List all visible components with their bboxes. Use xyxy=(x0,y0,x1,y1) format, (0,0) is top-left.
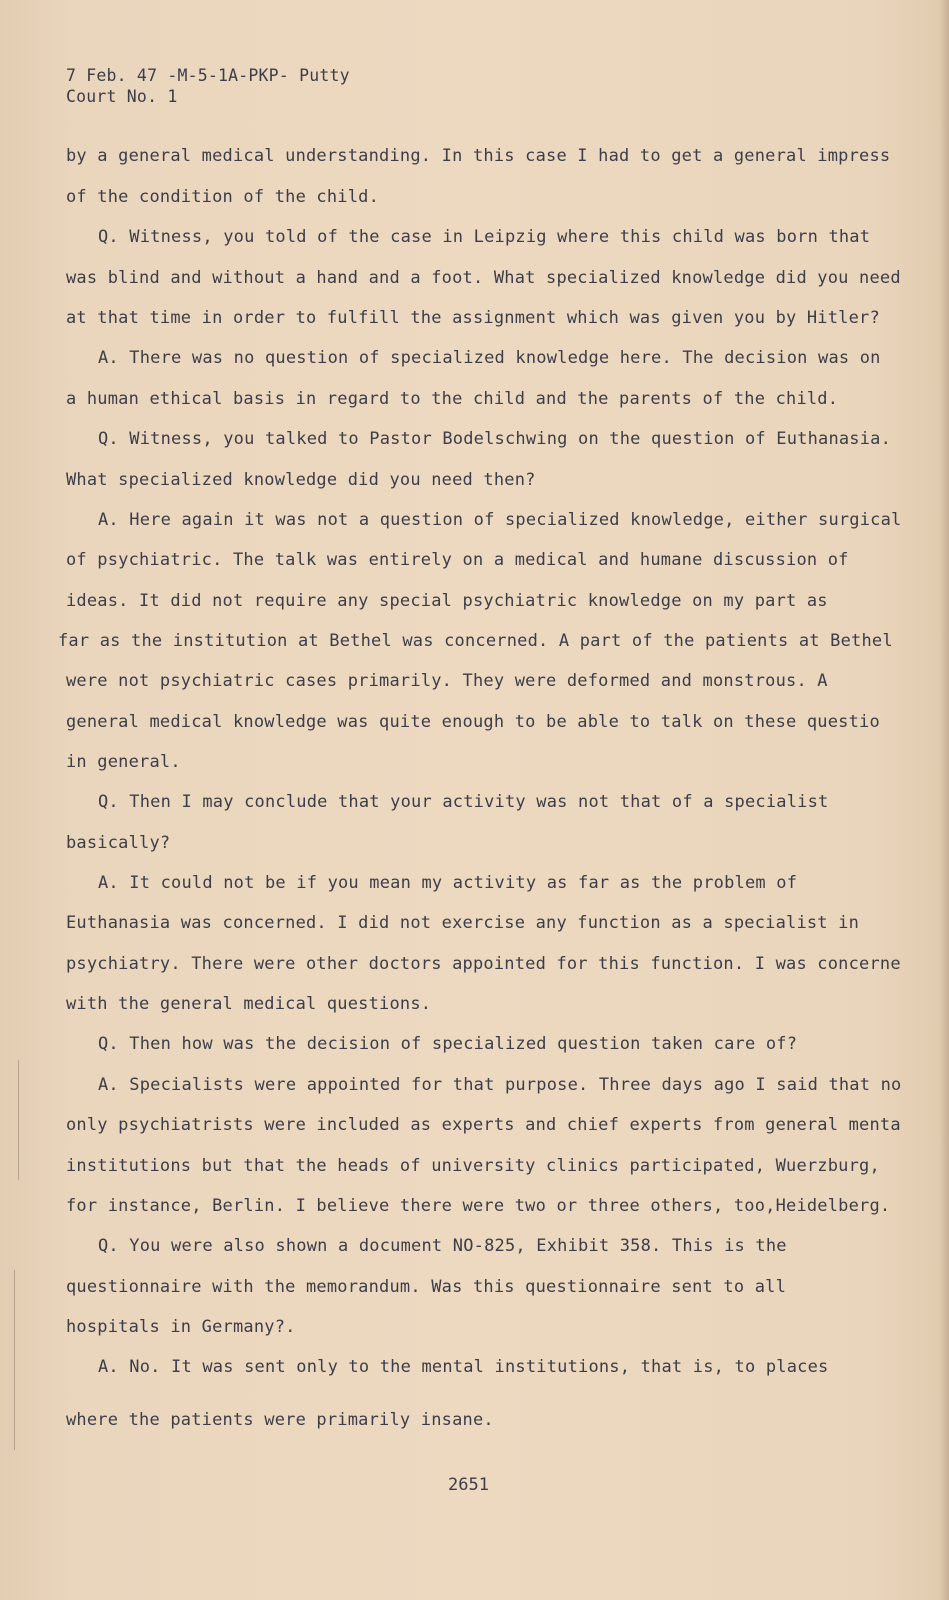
body-line: in general. xyxy=(66,752,181,772)
body-line: hospitals in Germany?. xyxy=(66,1317,296,1337)
body-line: general medical knowledge was quite enough to be able to talk on these questio xyxy=(66,712,880,732)
body-line: psychiatry. There were other doctors appointed for this function. I was concerne xyxy=(66,954,901,974)
body-line: A. It could not be if you mean my activity as far as the problem of xyxy=(98,873,798,893)
body-line: Q. Witness, you told of the case in Leipzig where this child was born that xyxy=(98,227,871,247)
body-line: questionnaire with the memorandum. Was this questionnaire sent to all xyxy=(66,1277,787,1297)
body-line: Q. Then I may conclude that your activity was not that of a specialist xyxy=(98,792,829,812)
body-line: Euthanasia was concerned. I did not exercise any function as a specialist in xyxy=(66,913,860,933)
body-line: of the condition of the child. xyxy=(66,187,380,207)
body-line: was blind and without a hand and a foot. What specialized knowledge did you need xyxy=(66,268,901,288)
page-edge-shadow xyxy=(939,0,949,1600)
body-line: Q. Then how was the decision of specialized question taken care of? xyxy=(98,1034,798,1054)
body-line: where the patients were primarily insane. xyxy=(66,1410,494,1430)
body-line: with the general medical questions. xyxy=(66,994,432,1014)
body-line: for instance, Berlin. I believe there were two or three others, too,Heidelberg. xyxy=(66,1196,891,1216)
page-number: 2651 xyxy=(448,1475,489,1495)
body-line: A. Here again it was not a question of specialized knowledge, either surgical xyxy=(98,510,902,530)
body-line: at that time in order to fulfill the assignment which was given you by Hitler? xyxy=(66,308,880,328)
body-line: far as the institution at Bethel was concerned. A part of the patients at Bethel xyxy=(58,631,893,651)
body-line: A. There was no question of specialized knowledge here. The decision was on xyxy=(98,348,881,368)
body-line: A. No. It was sent only to the mental institutions, that is, to places xyxy=(98,1357,829,1377)
body-line: ideas. It did not require any special psychiatric knowledge on my part as xyxy=(66,591,828,611)
body-line: A. Specialists were appointed for that purpose. Three days ago I said that no xyxy=(98,1075,902,1095)
body-line: What specialized knowledge did you need then? xyxy=(66,470,536,490)
body-line: by a general medical understanding. In this case I had to get a general impress xyxy=(66,146,891,166)
body-line: a human ethical basis in regard to the child and the parents of the child. xyxy=(66,389,839,409)
body-line: institutions but that the heads of university clinics participated, Wuerzburg, xyxy=(66,1156,880,1176)
body-line: Q. You were also shown a document NO-825, Exhibit 358. This is the xyxy=(98,1236,787,1256)
body-line: of psychiatric. The talk was entirely on a medical and humane discussion of xyxy=(66,550,849,570)
body-line: were not psychiatric cases primarily. They were deformed and monstrous. A xyxy=(66,671,828,691)
body-line: Q. Witness, you talked to Pastor Bodelschwing on the question of Euthanasia. xyxy=(98,429,892,449)
margin-pencil-mark xyxy=(14,1270,15,1450)
header-date-line: 7 Feb. 47 -M-5-1A-PKP- Putty xyxy=(66,66,350,85)
header-court-line: Court No. 1 xyxy=(66,87,178,106)
body-line: basically? xyxy=(66,833,171,853)
margin-pencil-mark xyxy=(18,1060,19,1180)
body-line: only psychiatrists were included as experts and chief experts from general menta xyxy=(66,1115,901,1135)
